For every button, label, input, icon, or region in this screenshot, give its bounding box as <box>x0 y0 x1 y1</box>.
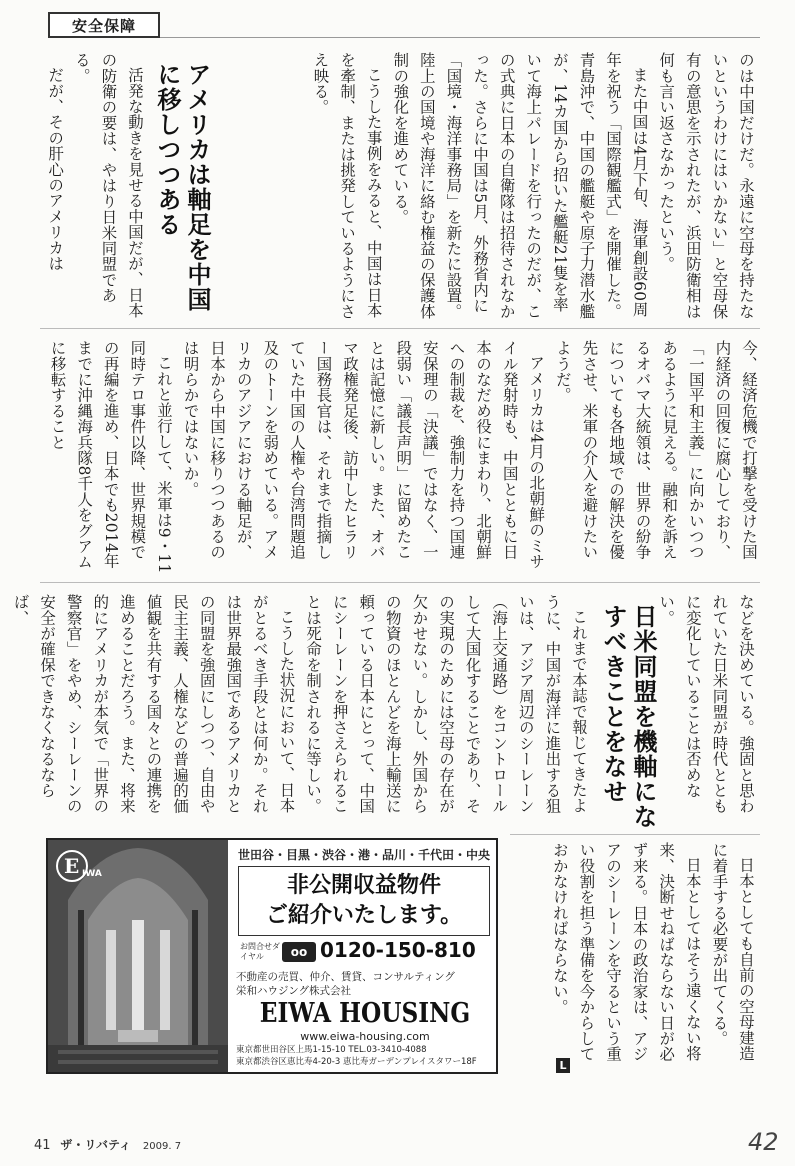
paragraph: アメリカは4月の北朝鮮のミサイル発射時も、中国とともに日本のなだめ役にまわり、北朝鮮への制裁を、強制力を持つ国連安保理の「決議」ではなく、一段弱い「議長声明」に留めたことは記憶に新しい。また、オバマ政権発足後、訪中したヒラリー国務長官は、それまで指摘していた中国の人権や台湾問題追及のトーンを弱めている。アメリカのアジアにおける軸足が、日本から中国に移りつつあるのは明らかではないか。 <box>181 340 546 570</box>
ad-headline <box>238 866 490 936</box>
paragraph: こうした事例をみると、中国は日本を牽制、または挑発しているようにさえ映る。 <box>311 52 383 319</box>
eiwa-logo <box>56 848 100 884</box>
ad-copy <box>232 840 496 1072</box>
paragraph: また中国は4月下旬、海軍創設60周年を祝う「国際観艦式」を開催した。青島沖で、中国の艦艇や原子力潜水艦が、14カ国から招いた艦艇21隻を率いて海上パレードを行ったのだが、この式典に日本の自衛隊は招待されなかった。さらに中国は5月、外務省内に「国境・海洋事務局」を新たに設置。陸上の国境や海洋に絡む権益の保護体制の強化を進めている。 <box>391 52 649 319</box>
band-divider <box>40 582 760 583</box>
paragraph: などを決めている。強固と思われていた日米同盟が時代とともに変化していることは否めない。 <box>657 594 755 814</box>
paragraph: こうした状況において、日本がとるべき手段とは何か。それは世界最強国であるアメリカとの同盟を強固にしつつ、自由や民主主義、人権などの普遍的価値観を共有する国々との連携を進めることだろう。また、将来的にアメリカが本気で「世界の警察官」をやめ、シーレーンの安全が確保できなくなるならば、 <box>11 594 296 814</box>
freedial-icon: oo <box>282 942 316 962</box>
column-middle <box>40 340 762 575</box>
ad-headline-line1: 非公開収益物件 <box>286 873 441 898</box>
website-link[interactable]: www.eiwa-housing.com <box>300 1030 430 1043</box>
phone-number[interactable]: 0120-150-810 <box>320 938 476 962</box>
paragraph: 今、経済危機で打撃を受けた国内経済の回復に腐心しており、「一国平和主義」に向かいつつあるように見える。融和を訴えるオバマ大統領は、世界の紛争についても各地域での解決を優先させ、米軍の介入を避けたいようだ。 <box>553 340 758 560</box>
svg-text:IWA: IWA <box>82 869 102 879</box>
column-top-right <box>254 52 759 322</box>
column-bottom-right <box>655 594 759 829</box>
band-divider <box>510 834 760 835</box>
heading-alliance: 日米同盟を機軸になすべきことをなせ <box>599 604 657 829</box>
ad-areas: 世田谷・目黒・渋谷・港・品川・千代田・中央 <box>237 848 490 862</box>
paragraph: 日本としてはそう遠くない将来、決断せねばならない日が必ず来る。日本の政治家は、アジアのシーレーンを守るという重い役割を担う準備を今からしておかなければならない。 <box>550 842 702 1062</box>
address-line: 東京都世田谷区上馬1-15-10 TEL.03-3410-4088 <box>236 1045 427 1055</box>
paragraph: だが、その肝心のアメリカは <box>46 67 65 272</box>
services-line: 不動産の売買、仲介、賃貸、コンサルティング <box>236 971 455 983</box>
issue-date: 2009. 7 <box>142 1141 182 1152</box>
phone-label: お問合せダイヤル <box>240 942 280 961</box>
header-rule <box>160 37 760 38</box>
paragraph: これまで本誌で報じてきたように、中国が海洋に進出する狙いは、アジア周辺のシーレーン（海上交通路）をコントロールして大国化することであり、その実現のためには空母の存在が欠かせない。しかし、外国からの物資のほとんどを海上輸送に頼っている日本にとって、中国にシーレーンを押さえられることは死命を制されるに等しい。 <box>304 594 588 814</box>
band-divider <box>40 328 760 329</box>
handwritten-page-number: 42 <box>748 1128 779 1156</box>
column-lower-right <box>537 842 759 1074</box>
advertisement[interactable] <box>46 838 498 1074</box>
church-interior-photo <box>48 840 228 1072</box>
brand-name: EIWA HOUSING <box>259 998 471 1029</box>
column-top-left <box>40 52 148 322</box>
section-tag: 安全保障 <box>48 12 160 38</box>
ad-headline-line2: ご紹介いたします。 <box>265 903 463 928</box>
column-bottom-main <box>11 594 592 829</box>
paragraph: 活発な動きを見せる中国だが、日本の防衛の要は、やはり日米同盟である。 <box>72 52 144 319</box>
magazine-name: ザ・リバティ <box>60 1138 132 1152</box>
svg-text:E: E <box>64 854 80 878</box>
paragraph: これと並行して、米軍は9・11同時テロ事件以降、世界規模での再編を進め、日本でも2014年までに沖縄海兵隊8千人をグアムに移転すること <box>48 340 173 575</box>
page-footer <box>34 1136 181 1153</box>
addresses <box>236 1044 494 1068</box>
company-name-jp: 栄和ハウジング株式会社 <box>236 985 352 997</box>
page-number: 41 <box>34 1138 51 1153</box>
address-line: 東京都渋谷区恵比寿4-20-3 恵比寿ガーデンプレイスタワー18F <box>236 1057 477 1067</box>
end-mark: L <box>556 1058 570 1073</box>
paragraph: のは中国だけだ。永遠に空母を持たないというわけにはいかない」と空母保有の意思を示されたが、浜田防衛相は何も言い返さなかったという。 <box>657 52 755 319</box>
heading-usa-shifts: アメリカは軸足を中国に移しつつある <box>153 62 211 312</box>
paragraph: 日本としても自前の空母建造に着手する必要が出てくる。 <box>710 842 755 1062</box>
ad-services <box>236 970 494 998</box>
